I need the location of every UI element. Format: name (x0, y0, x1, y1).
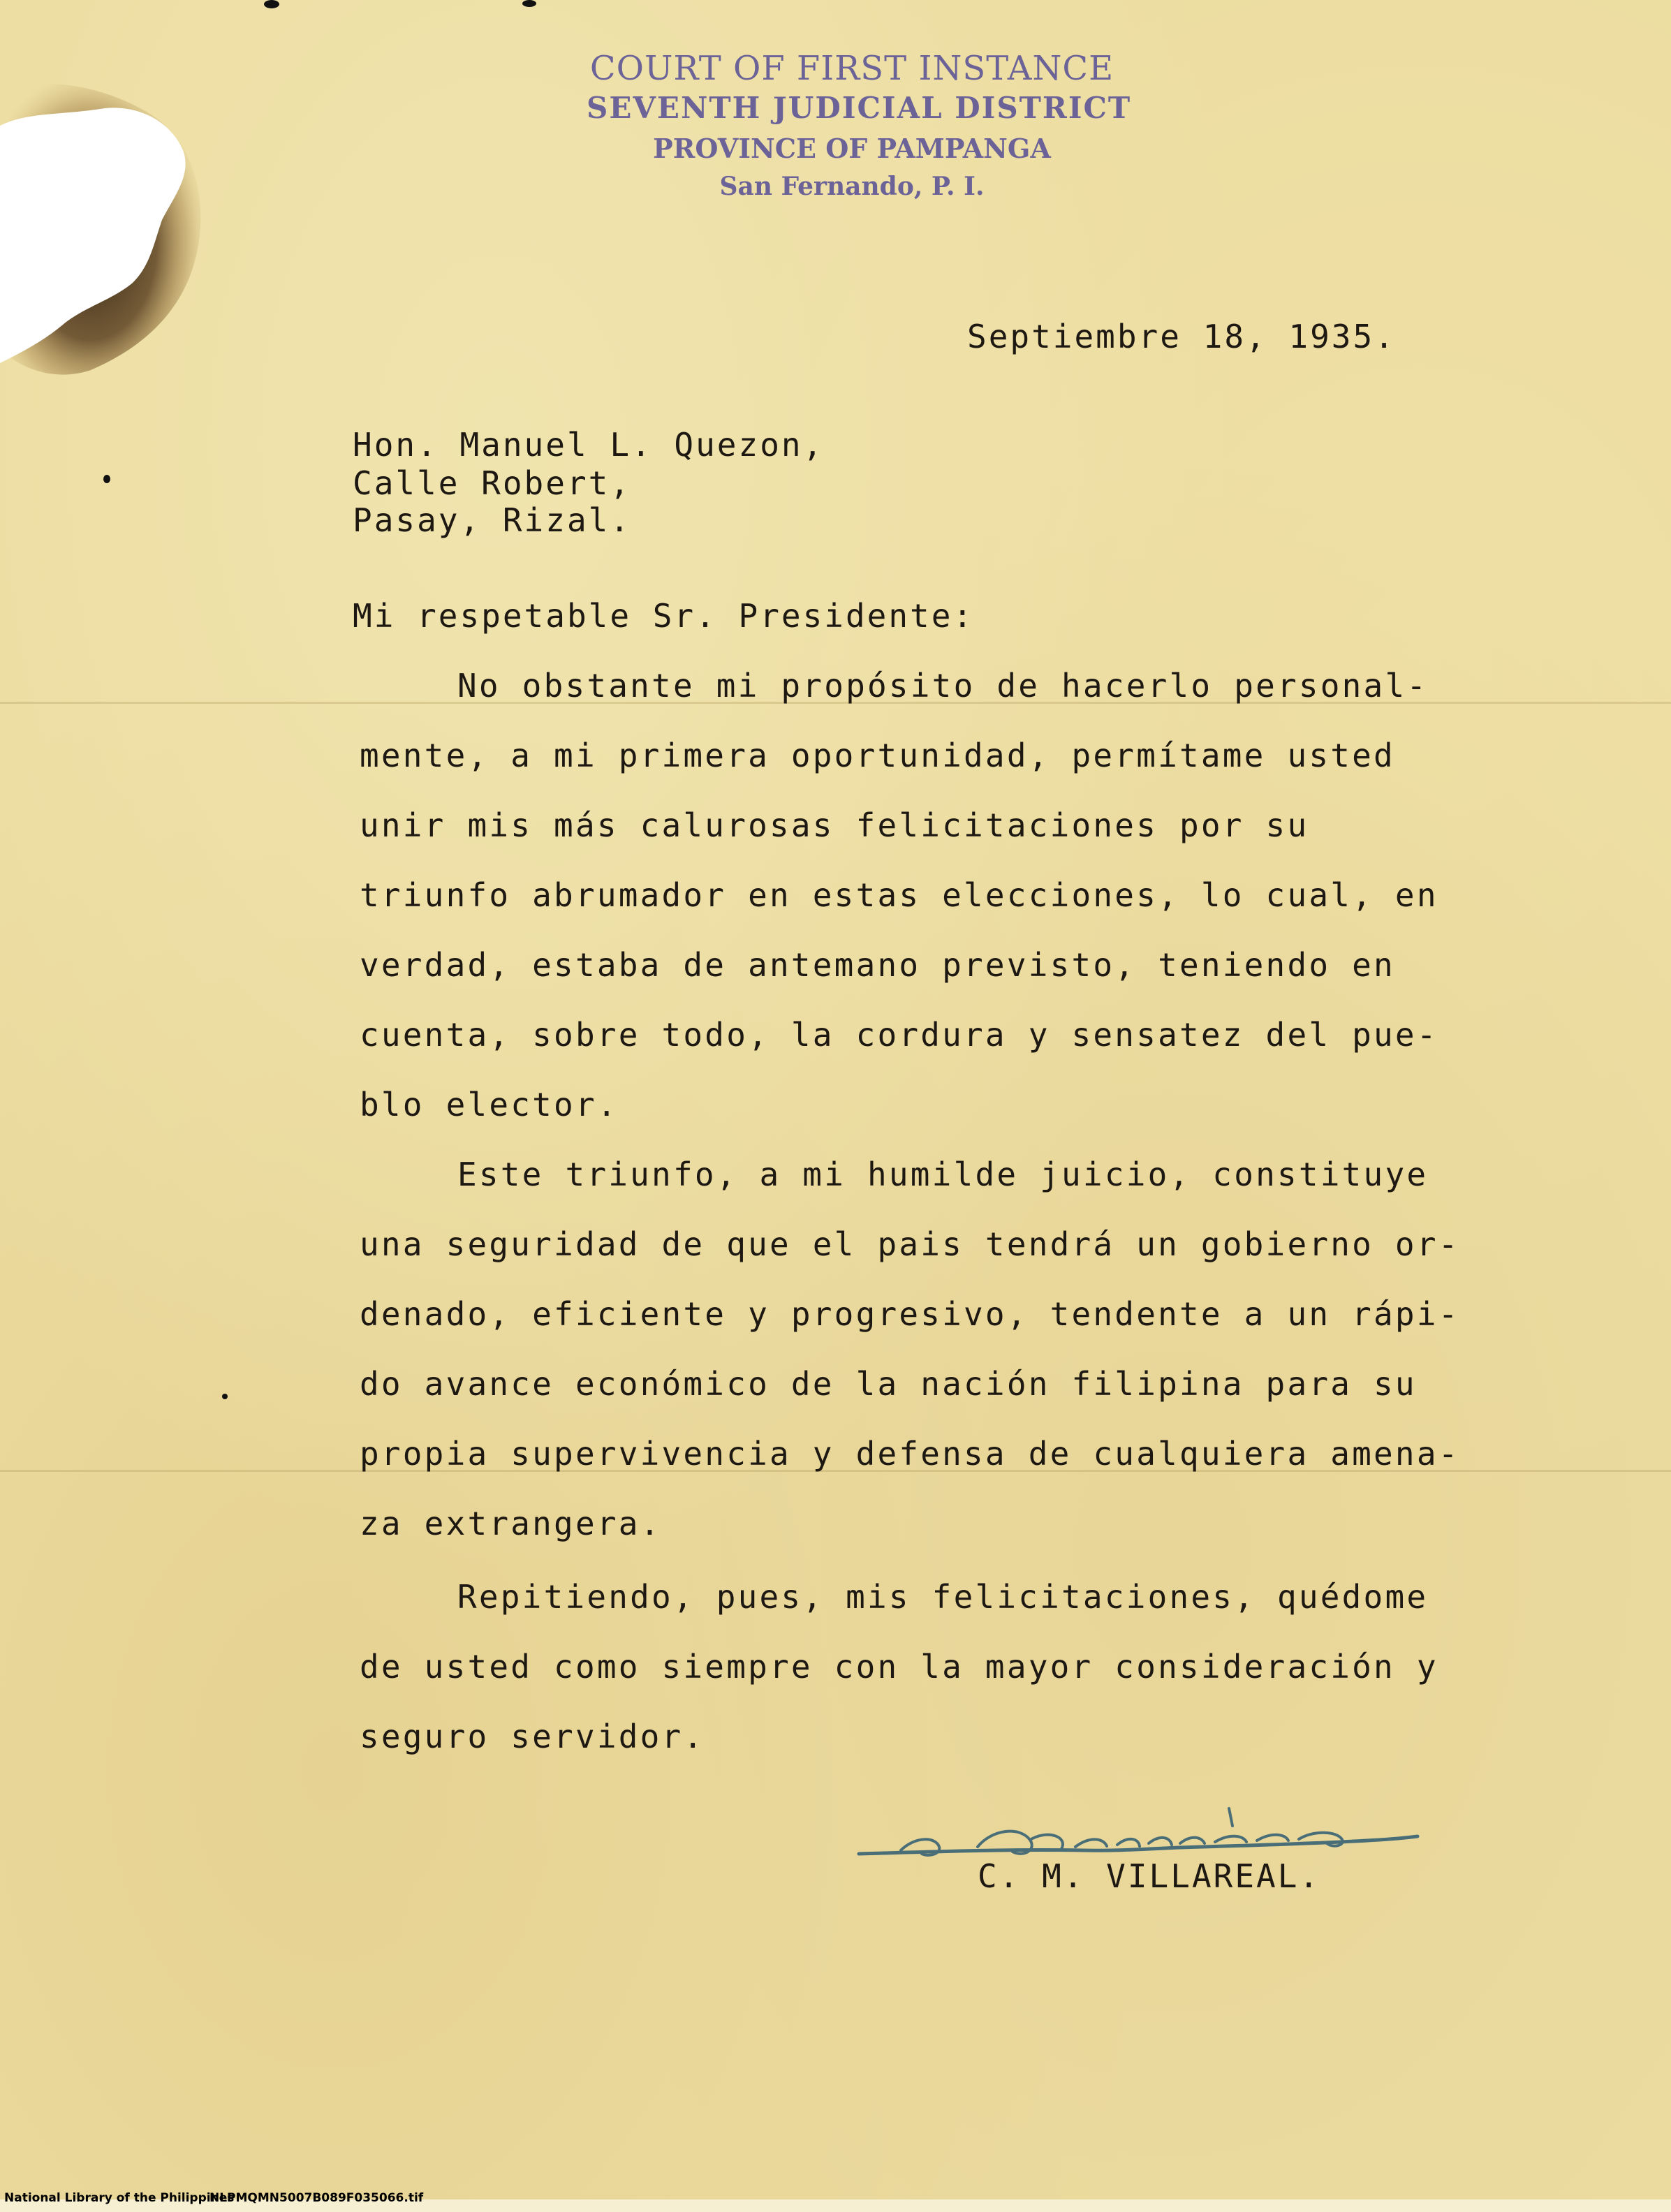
body-line: za extrangera. (360, 1505, 662, 1542)
body-line: verdad, estaba de antemano previsto, teniendo en (360, 946, 1395, 984)
stamp-line: San Fernando, P. I. (719, 172, 985, 201)
recipient-street: Calle Robert, (353, 464, 632, 502)
ink-spot (522, 0, 536, 7)
court-stamp (587, 49, 1132, 216)
body-line: Este triunfo, a mi humilde juicio, constituye (457, 1156, 1429, 1193)
body-line: una seguridad de que el pais tendrá un gobierno or- (360, 1225, 1460, 1263)
stamp-line: PROVINCE OF PAMPANGA (653, 133, 1051, 164)
body-line: blo elector. (360, 1086, 619, 1123)
salutation: Mi respetable Sr. Presidente: (353, 597, 975, 635)
body-line: propia supervivencia y defensa de cualquiera amena- (360, 1435, 1460, 1473)
body-line: do avance económico de la nación filipina para su (360, 1365, 1417, 1403)
ink-spot (103, 475, 110, 483)
archive-footer-file-id: NLPMQMN5007B089F035066.tif (209, 2191, 424, 2205)
body-line: cuenta, sobre todo, la cordura y sensatez del pue- (360, 1016, 1438, 1054)
body-line: Repitiendo, pues, mis felicitaciones, quédome (457, 1578, 1429, 1616)
ink-spot (264, 0, 279, 8)
body-line: de usted como siempre con la mayor consideración y (360, 1648, 1438, 1686)
body-line: denado, eficiente y progresivo, tendente a un rápi- (360, 1295, 1460, 1333)
recipient-city: Pasay, Rizal. (353, 501, 632, 539)
stamp-line: COURT OF FIRST INSTANCE (589, 49, 1114, 88)
body-line: No obstante mi propósito de hacerlo personal- (457, 667, 1429, 705)
burn-hole-mark (0, 84, 209, 377)
ink-spot (222, 1394, 228, 1399)
body-line: mente, a mi primera oportunidad, permítame usted (360, 737, 1395, 774)
signer-name: C. M. VILLAREAL. (978, 1857, 1321, 1895)
recipient-name: Hon. Manuel L. Quezon, (353, 426, 825, 464)
stamp-line: SEVENTH JUDICIAL DISTRICT (587, 91, 1132, 125)
letter-date: Septiembre 18, 1935. (967, 318, 1396, 355)
body-line: seguro servidor. (360, 1718, 705, 1755)
archive-footer-library: National Library of the Philippines (4, 2191, 235, 2205)
body-line: unir mis más calurosas felicitaciones por su (360, 806, 1309, 844)
body-line: triunfo abrumador en estas elecciones, lo cual, en (360, 876, 1438, 914)
